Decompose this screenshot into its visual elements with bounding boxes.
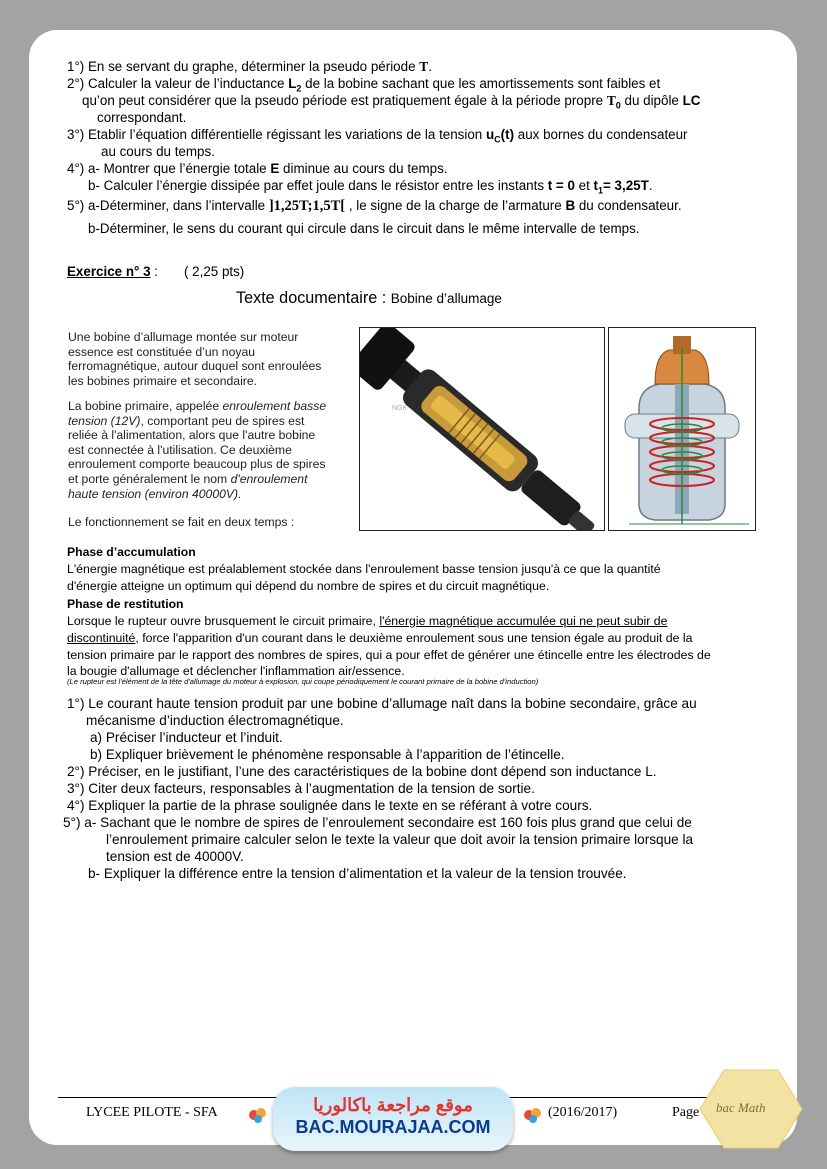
- small-logo-left: [245, 1104, 271, 1128]
- coil-diagram: [608, 327, 756, 531]
- question-b2: 2°) Préciser, en le justifiant, l’une des caractéristiques de la bobine dont dépend son inductance L.: [67, 764, 657, 779]
- phase-accumulation-text: L'énergie magnétique est préalablement stockée dans l'enroulement basse tension jusqu'à ce que la quantité d'énergie atteigne un optimum qui dépend du nombre de spires et du circuit magnétique.: [67, 562, 661, 593]
- question-b1: 1°) Le courant haute tension produit par une bobine d’allumage naît dans la bobine secondaire, grâce au: [67, 696, 697, 711]
- phase-restitution-title: Phase de restitution: [67, 597, 184, 611]
- question-b3: 3°) Citer deux facteurs, responsables à l’augmentation de la tension de sortie.: [67, 781, 535, 796]
- question-b5a-cont: l’enroulement primaire calculer selon le texte la valeur que doit avoir la tension primaire lorsque la: [106, 832, 694, 847]
- question-3-cont: au cours du temps.: [101, 144, 215, 159]
- intro-para-1: Une bobine d’allumage montée sur moteur essence est constituée d’un noyau ferromagnétique, autour duquel sont enroulées les bobines primaire et secondaire.: [68, 330, 322, 388]
- footer-page: Page: [672, 1105, 700, 1120]
- question-b5a: 5°) a- Sachant que le nombre de spires de l’enroulement secondaire est 160 fois plus grand que celui de: [63, 815, 692, 830]
- question-2-cont: qu’on peut considérer que la pseudo période est pratiquement égale à la période propre $T_0$ du dipôle LC: [82, 93, 701, 111]
- question-2-cont2: correspondant.: [97, 110, 187, 125]
- badge-arabic: موقع مراجعة باكالوريا: [313, 1095, 473, 1115]
- phase-accumulation-title: Phase d’accumulation: [67, 545, 196, 559]
- question-3: 3°) Etablir l’équation différentielle régissant les variations de la tension $u_C(t)$ aux bornes du condensateur: [67, 127, 688, 145]
- question-5a: 5°) a-Déterminer, dans l’intervalle ]1,25T;1,5T[ , le signe de la charge de l’armature B du condensateur.: [67, 198, 682, 214]
- question-b1a: a) Préciser l’inducteur et l’induit.: [90, 730, 283, 745]
- question-b4: 4°) Expliquer la partie de la phrase soulignée dans le texte en se référant à votre cours.: [67, 798, 593, 813]
- bac-math-logo: bac Math: [698, 1068, 804, 1150]
- question-b1-cont: mécanisme d’induction électromagnétique.: [86, 713, 344, 728]
- phase-restitution-text: Lorsque le rupteur ouvre brusquement le circuit primaire, l'énergie magnétique accumulée qui ne peut subir de discontinuité, force l'apparition d'un courant dans le deuxième enroulement sous une tension égale au produit de la tension primaire par le rapport des nombres de spires, qui a pour effet de générer une étincelle entre les électrodes de la bougie d'allumage et déclencher l'inflammation air/essence.: [67, 614, 711, 679]
- small-logo-right: [520, 1104, 546, 1128]
- question-b5a-cont2: tension est de 40000V.: [106, 849, 244, 864]
- question-b1b: b) Expliquer brièvement le phénomène responsable à l’apparition de l’étincelle.: [90, 747, 565, 762]
- intro-para-3: Le fonctionnement se fait en deux temps :: [68, 515, 295, 529]
- site-badge[interactable]: [273, 1087, 513, 1151]
- intro-para-2: La bobine primaire, appelée enroulement basse tension (12V), comportant peu de spires est reliée à l'alimentation, alors que l'autre bobine est connectée à l'utilisation. Ce deuxième enroulement comporte beaucoup plus de spires et porte généralement le nom d'enroulement haute tension (environ 40000V).: [68, 399, 327, 501]
- question-4a: 4°) a- Montrer que l’énergie totale E diminue au cours du temps.: [67, 161, 448, 176]
- exercise-header: Exercice n° 3 : ( 2,25 pts): [67, 264, 245, 279]
- svg-text:NGK: NGK: [392, 405, 408, 412]
- doc-title: Texte documentaire : Bobine d’allumage: [236, 289, 502, 307]
- question-b5b: b- Expliquer la différence entre la tension d’alimentation et la valeur de la tension trouvée.: [88, 866, 627, 881]
- ignition-coil-photo: [359, 327, 605, 531]
- question-5b: b-Déterminer, le sens du courant qui circule dans le circuit dans le même intervalle de temps.: [88, 221, 640, 236]
- footer-year: (2016/2017): [548, 1105, 618, 1120]
- question-4b: b- Calculer l’énergie dissipée par effet joule dans le résistor entre les instants t = 0 et $t_1= 3,25T$.: [88, 178, 653, 196]
- badge-url[interactable]: BAC.MOURAJAA.COM: [295, 1117, 491, 1137]
- rupteur-note: (Le rupteur est l'élément de la tête d'allumage du moteur à explosion, qui coupe périodiquement le courant primaire de la bobine d'induction): [67, 677, 539, 686]
- question-2: 2°) Calculer la valeur de l’inductance $L_2$ de la bobine sachant que les amortissements sont faibles et: [67, 76, 661, 94]
- footer-school: LYCEE PILOTE - SFA: [86, 1105, 218, 1120]
- question-1: 1°) En se servant du graphe, déterminer la pseudo période T.: [67, 59, 432, 74]
